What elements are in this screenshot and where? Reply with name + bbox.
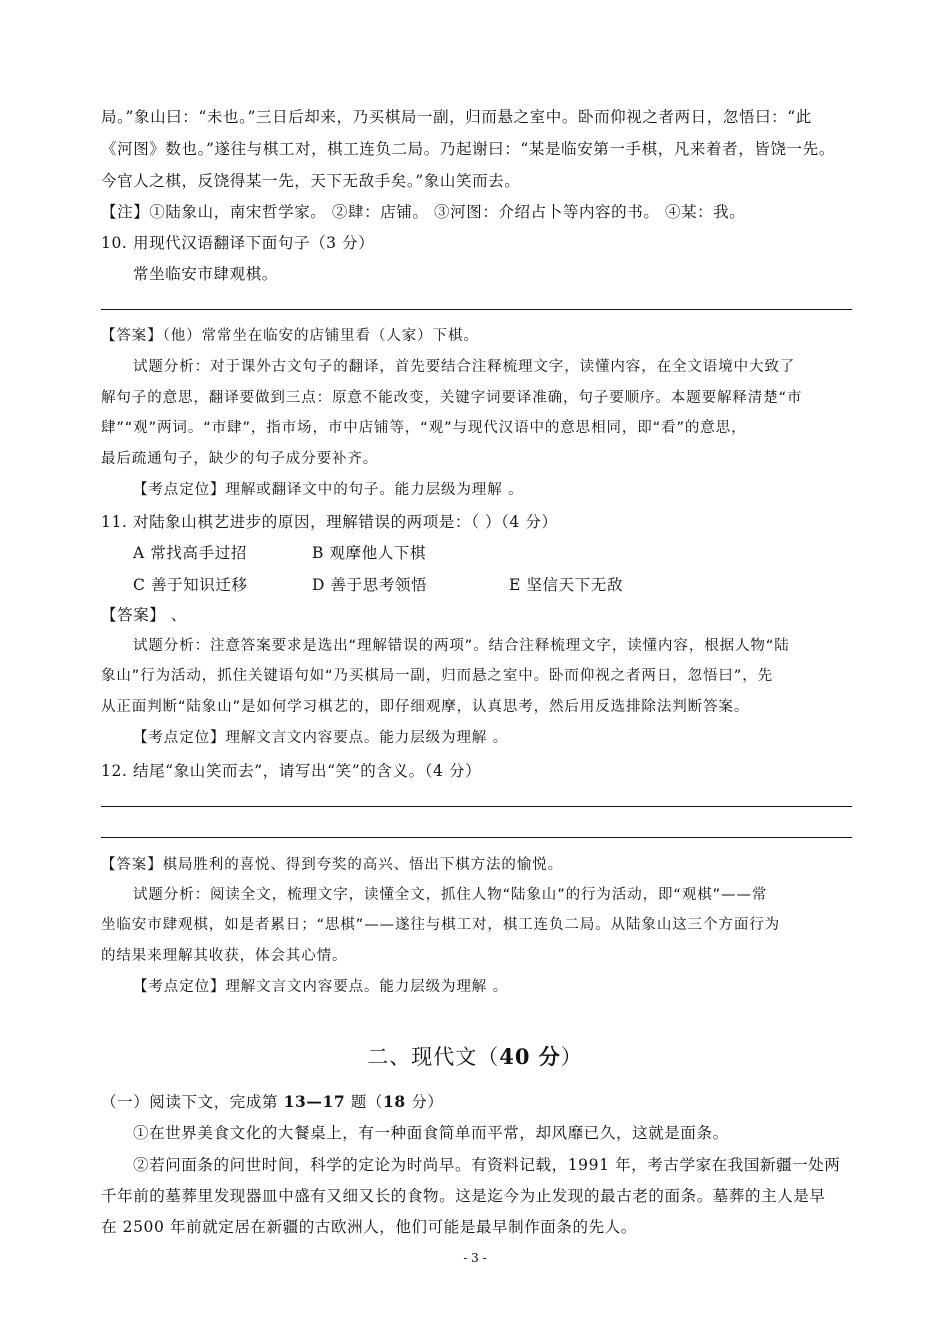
passage-line-3: 今官人之棋，反饶得某一先，天下无敌手矣。”象山笑而去。 <box>101 172 521 190</box>
instruction-post: 分） <box>405 1093 444 1111</box>
q11-kaodian: 【考点定位】理解文言文内容要点。能力层级为理解 。 <box>133 730 509 746</box>
q10-question: 10. 用现代汉语翻译下面句子（3 分） <box>101 234 375 252</box>
q12-question: 12. 结尾“象山笑而去”，请写出“笑”的含义。（4 分） <box>101 762 482 780</box>
section-instruction <box>101 1090 444 1112</box>
passage-note: 【注】①陆象山，南宋哲学家。 ②肆：店铺。 ③河图：介绍占卜等内容的书。 ④某：我。 <box>101 203 746 221</box>
q11-analysis-3: 从正面判断“陆象山”是如何学习棋艺的，即仔细观摩，认真思考，然后用反选排除法判断答案。 <box>101 699 750 715</box>
answer-line <box>101 806 852 807</box>
instruction-mid: 题（ <box>345 1093 384 1111</box>
instruction-score: 18 <box>383 1092 406 1111</box>
reading-para-2-line-2: 千年前的墓葬里发现器皿中盛有又细又长的食物。这是迄今为止发现的最古老的面条。墓葬的主人是早 <box>101 1187 826 1205</box>
section-heading-text: 二、现代文（ <box>367 1045 500 1069</box>
q10-analysis-2: 解句子的意思，翻译要做到三点：原意不能改变，关键字词要译准确，句子要顺序。本题要解释清楚“市 <box>101 390 803 406</box>
q12-analysis-3: 的结果来理解其收获，体会其心情。 <box>101 948 348 964</box>
instruction-pre: （一）阅读下文，完成第 <box>101 1093 284 1111</box>
section-heading-score: 40 分 <box>499 1044 561 1069</box>
reading-para-1: ①在世界美食文化的大餐桌上，有一种面食简单而平常，却风靡已久，这就是面条。 <box>133 1124 729 1142</box>
section-heading <box>0 1041 950 1071</box>
q10-analysis-1: 试题分析：对于课外古文句子的翻译，首先要结合注释梳理文字，读懂内容，在全文语境中大致了 <box>133 359 796 375</box>
passage-line-2: 《河图》数也。”遂往与棋工对，棋工连负二局。乃起谢曰：“某是临安第一手棋，凡来着者，皆饶一先。 <box>101 140 835 158</box>
instruction-range: 13—17 <box>283 1092 346 1111</box>
page-number: - 3 - <box>463 1251 487 1265</box>
q12-kaodian: 【考点定位】理解文言文内容要点。能力层级为理解 。 <box>133 979 509 995</box>
answer-line <box>101 837 852 838</box>
q11-analysis-2: 象山”行为活动，抓住关键语句如“乃买棋局一副，归而悬之室中。卧而仰视之者两日，忽悟曰”，先 <box>101 668 774 684</box>
q11-option-c: C 善于知识迁移 <box>133 576 248 594</box>
q10-analysis-4: 最后疏通句子，缺少的句子成分要补齐。 <box>101 451 379 467</box>
q11-option-b: B 观摩他人下棋 <box>312 544 427 562</box>
section-heading-close: ） <box>560 1045 583 1069</box>
q10-sentence: 常坐临安市肆观棋。 <box>133 265 278 283</box>
answer-line <box>101 309 852 310</box>
reading-para-2-line-3: 在 2500 年前就定居在新疆的古欧洲人，他们可能是最早制作面条的先人。 <box>101 1218 637 1236</box>
q12-analysis-2: 坐临安市肆观棋，如是者累日；“思棋”——遂往与棋工对，棋工连负二局。从陆象山这三个方面行为 <box>101 917 781 933</box>
q11-option-a: A 常找高手过招 <box>133 544 247 562</box>
q10-answer: 【答案】（他）常常坐在临安的店铺里看（人家）下棋。 <box>101 328 479 344</box>
q11-analysis-1: 试题分析：注意答案要求是选出“理解错误的两项”。结合注释梳理文字，读懂内容，根据人物“陆 <box>133 638 790 654</box>
reading-para-2-line-1: ②若问面条的问世时间，科学的定论为时尚早。有资料记载，1991 年，考古学家在我国新疆一处两 <box>133 1156 841 1174</box>
q10-kaodian: 【考点定位】理解或翻译文中的句子。能力层级为理解 。 <box>133 482 524 498</box>
q11-option-e: E 坚信天下无敌 <box>509 576 624 594</box>
q12-analysis-1: 试题分析：阅读全文，梳理文字，读懂全文，抓住人物“陆象山”的行为活动，即“观棋”——常 <box>133 887 768 903</box>
q11-option-d: D 善于思考领悟 <box>312 576 428 594</box>
q11-answer: 【答案】 、 <box>101 606 188 624</box>
q10-analysis-3: 肆”“观”两词。“市肆”，指市场，市中店铺等，“观”与现代汉语中的意思相同，即“看”的意思， <box>101 420 747 436</box>
q11-question: 11. 对陆象山棋艺进步的原因，理解错误的两项是：（ ）（4 分） <box>101 513 558 531</box>
q12-answer: 【答案】棋局胜利的喜悦、得到夸奖的高兴、悟出下棋方法的愉悦。 <box>101 857 563 873</box>
passage-line-1: 局。”象山曰：“未也。”三日后却来，乃买棋局一副，归而悬之室中。卧而仰视之者两日，忽悟曰：“此 <box>101 108 812 126</box>
